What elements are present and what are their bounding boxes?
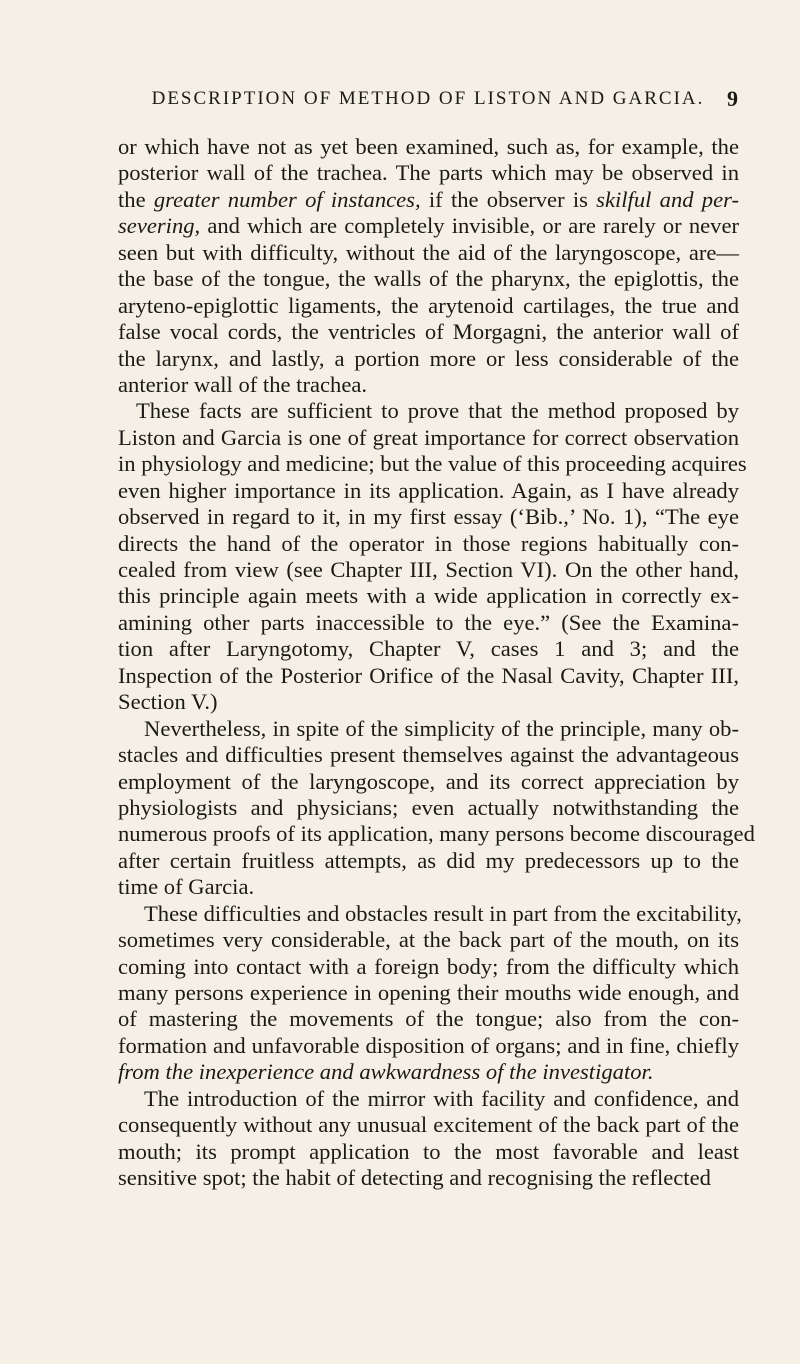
text-line: consequently without any unusual excitement of the back part of the [118, 1112, 739, 1138]
text-line: even higher importance in its application. Again, as I have already [118, 477, 739, 503]
text-line: tion after Laryngotomy, Chapter V, cases 1 and 3; and the [118, 636, 739, 662]
text-line: These facts are sufficient to prove that the method proposed by [136, 398, 739, 424]
text-line: of mastering the movements of the tongue; also from the con- [118, 1006, 739, 1032]
text-line: anterior wall of the trachea. [118, 371, 368, 397]
italic-phrase: skilful and per- [596, 186, 739, 212]
italic-phrase: from the inexperience and awkwardness of the investigator. [118, 1059, 654, 1085]
text-line: seen but with difficulty, without the aid of the laryngoscope, are— [118, 239, 739, 265]
text-line: stacles and difficulties present themselves against the advantageous [118, 742, 739, 768]
text-line: this principle again meets with a wide application in correctly ex- [118, 583, 739, 609]
text-line: in physiology and medicine; but the value of this proceeding acquires [118, 451, 747, 477]
running-head-title: DESCRIPTION OF METHOD OF LISTON AND GARCIA. [151, 88, 705, 109]
text-line: formation and unfavorable disposition of organs; and in fine, chiefly [118, 1032, 739, 1058]
text-line: severing, and which are completely invisible, or are rarely or never [118, 213, 739, 239]
text-line: time of Garcia. [118, 874, 255, 900]
text-line: Liston and Garcia is one of great importance for correct observation [118, 424, 739, 450]
text-line: coming into contact with a foreign body; from the difficulty which [118, 953, 739, 979]
text-line: posterior wall of the trachea. The parts which may be observed in [118, 160, 739, 186]
text-line: or which have not as yet been examined, such as, for example, the [118, 134, 739, 159]
text-line: sensitive spot; the habit of detecting and recognising the reflected [118, 1165, 711, 1191]
page-number: 9 [727, 86, 738, 111]
text-line: many persons experience in opening their mouths wide enough, and [118, 980, 739, 1005]
text-line [118, 1059, 739, 1085]
body-text [118, 134, 755, 1192]
text-line: amining other parts inaccessible to the eye.” (See the Examina- [118, 609, 739, 635]
text-line: Inspection of the Posterior Orifice of the Nasal Cavity, Chapter III, [118, 662, 739, 688]
text-line: the larynx, and lastly, a portion more or less considerable of the [118, 345, 739, 371]
text-line: numerous proofs of its application, many persons become discouraged [118, 821, 755, 847]
text-line: directs the hand of the operator in those regions habitually con- [118, 530, 739, 556]
italic-phrase: severing, [118, 213, 201, 239]
text-line: These difficulties and obstacles result in part from the excitability, [144, 900, 742, 926]
italic-phrase: greater number of instances, [153, 186, 421, 212]
text-line: physiologists and physicians; even actually notwithstanding the [118, 794, 739, 820]
text-line: after certain fruitless attempts, as did my predecessors up to the [118, 847, 739, 873]
text-line: The introduction of the mirror with facility and confidence, and [144, 1085, 739, 1111]
text-line: sometimes very considerable, at the back part of the mouth, on its [118, 927, 739, 953]
text-line: the greater number of instances, if the observer is skilful and per- [118, 186, 739, 212]
running-header [118, 88, 738, 118]
text-line: mouth; its prompt application to the most favorable and least [118, 1138, 739, 1164]
text-line: aryteno-epiglottic ligaments, the arytenoid cartilages, the true and [118, 292, 739, 318]
text-line: the base of the tongue, the walls of the pharynx, the epiglottis, the [118, 266, 739, 292]
text-line: Section V.) [118, 689, 218, 715]
text-line: false vocal cords, the ventricles of Morgagni, the anterior wall of [118, 319, 739, 345]
text-line: employment of the laryngoscope, and its correct appreciation by [118, 768, 739, 794]
text-line: observed in regard to it, in my first essay (‘Bib.,’ No. 1), “The eye [118, 504, 739, 530]
text-line: cealed from view (see Chapter III, Section VI). On the other hand, [118, 557, 739, 582]
text-line: Nevertheless, in spite of the simplicity of the principle, many ob- [144, 715, 739, 741]
